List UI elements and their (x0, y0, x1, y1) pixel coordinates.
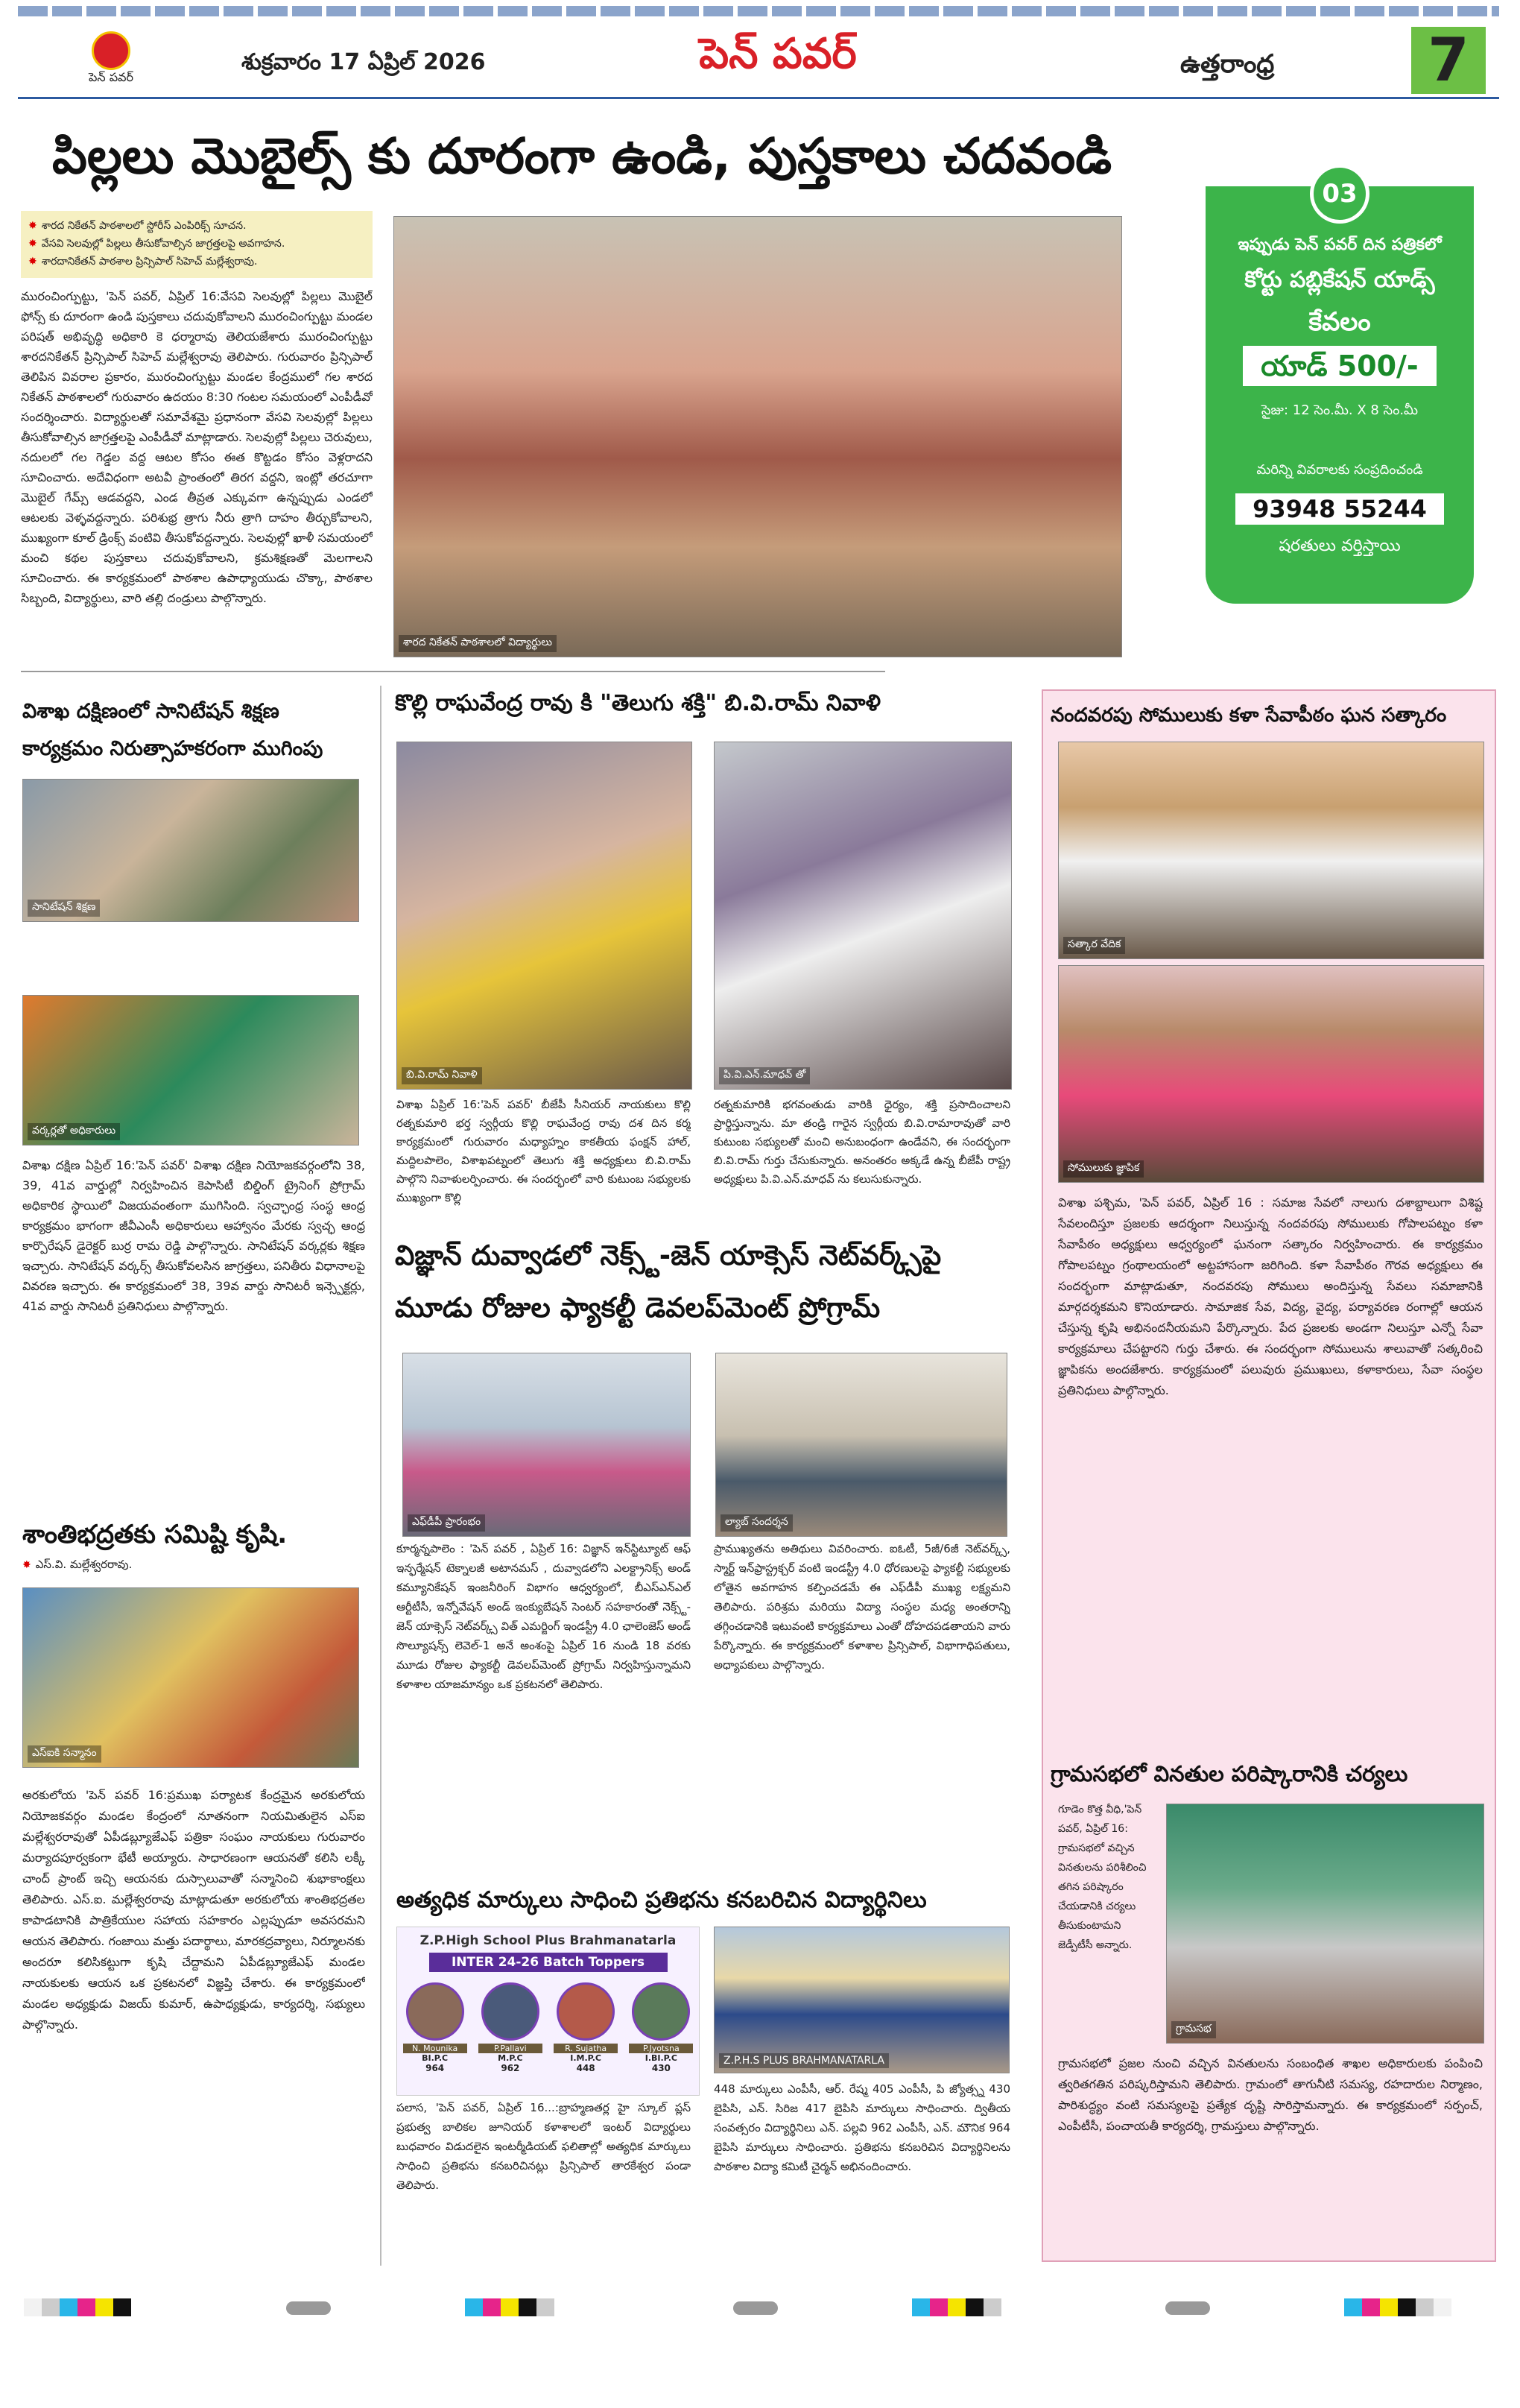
column-rule (380, 686, 381, 2266)
center-story1-body-b: రత్నకుమారికి భగవంతుడు వారికి ధైర్యం, శక్తి ప్రసాదించాలని ప్రార్థిస్తున్నాను. మా తండ్రి గారైన స్వర్గీయ బి.వి.రామారావుతో వారి కుటుంబ సభ్యులతో మంచి అనుబంధంగా ఉండేవని, ఈ సందర్భంగా బి.వి.రామ్ గుర్తు చేసుకున్నారు. అనంతరం అక్కడే ఉన్న బీజేపీ రాష్ట్ర అధ్యక్షులు పి.వి.ఎన్.మాధవ్ ను కలుసుకున్నారు. (714, 1098, 1010, 1186)
ad-number: 03 (1310, 164, 1369, 224)
right-story2-body-a: గూడెం కొత్త వీధి,'పెన్ పవర్, ఏప్రిల్ 16: గ్రామసభలో వచ్చిన వినతులను పరిశీలించి తగిన పరిష్కారం చేయడానికి చర్యలు తీసుకుంటామని జెడ్పీటీసీ అన్నారు. (1058, 1804, 1147, 1951)
topper-card: P.Jyotsna I.BI.P.C 430 (629, 1982, 693, 2073)
paper-title: పెన్ పవర్ (699, 30, 857, 78)
lead-body: మురంచింగ్పుట్టు, 'పెన్ పవర్, ఏప్రిల్ 16:వేసవి సెలవుల్లో పిల్లలు మొబైల్ ఫోన్స్ కు దూరంగా ఉండి పుస్తకాలు చదువుకోవాలని మురంచింగ్పుట్టు మండల పరిషత్ అభివృద్ధి అధికారి కె ధర్మారావు తెలియజేశారు మురంచింగ్పుట్టు శారదనికేతన్ ప్రిన్సిపాల్ సిహెచ్ మల్లేశ్వరావు తెలిపారు. గురువారం ప్రిన్సిపాల్ తెలిపిన వివరాల ప్రకారం, మురంచింగ్పుట్టు మండల కేంద్రములో గల శారద నికేతన్ పాఠశాలలో గురువారం ఉదయం 8:30 గంటల సమయంలో ఎంపీడీవో సందర్శించారు. విద్యార్థులతో సమావేశమై ప్రధానంగా వేసవి సెలవుల్లో పిల్లలు తీసుకోవాల్సిన జాగ్రత్తలపై ఎంపీడీవో మాట్లాడారు. సెలవుల్లో పిల్లలు చెరువులు, నదులలో గల గెడ్డల వద్ద ఆటల కోసం ఈత కొట్టడం కోసం వెళ్లరాదని సూచించారు. అదేవిధంగా అటవీ ప్రాంతంలో తిరగ వద్దని, ఇంట్లో తరచూగా మొబైల్ గేమ్స్ ఆడవద్దని, ఎండ తీవ్రత ఎక్కువగా ఉన్నప్పుడు ఎండలో ఆటలకు వెళ్ళవద్దన్నారు. పరిశుభ్ర త్రాగు నీరు త్రాగి దాహం తీర్చుకోవాలని, ముఖ్యంగా కూల్ డ్రింక్స్ వంటివి తీసుకోవద్దన్నారు. సెలవుల్లో ఖాళీ సమయంలో మంచి కథల పుస్తకాలు చదువుకోవాలని, క్రమశిక్షణతో మెలగాలని సూచించారు. ఈ కార్యక్రమంలో పాఠశాల ఉపాధ్యాయుడు చొక్కా, పాఠశాల సిబ్బంది, విద్యార్థులు, వారి తల్లి దండ్రులు పాల్గొన్నారు. (21, 289, 373, 605)
logo-text: పెన్ పవర్ (89, 70, 133, 84)
lead-bullet-box (21, 211, 373, 278)
left-story2-headline: శాంతిభద్రతకు సమిష్టి కృషి. (22, 1520, 288, 1549)
bullet-item: ✸ శారదానికేతన్ పాఠశాల ప్రిన్సిపాల్ సిహెచ్ మల్లేశ్వరావు. (28, 256, 258, 268)
center-story1-headline: కొల్లి రాఘవేంద్ర రావు కి "తెలుగు శక్తి" బి.వి.రామ్ నివాళి (395, 690, 881, 716)
page-number: 7 (1411, 27, 1486, 94)
masthead (18, 22, 1499, 99)
bottom-registration-marks (18, 2295, 1499, 2318)
toppers-card (396, 1927, 700, 2096)
left-story2-body: అరకులోయ 'పెన్ పవర్ 16:ప్రముఖ పర్యాటక కేంద్రమైన అరకులోయ నియోజకవర్గం మండల కేంద్రంలో నూతనంగా నియమితులైన ఎస్ఐ మల్లేశ్వరరావుతో ఏపీడబ్ల్యూజేఎఫ్ పత్రికా సంఘం నాయకులు గురువారం మర్యాదపూర్వకంగా భేటీ అయ్యారు. సాధారణంగా ఆయనతో కలిసి లక్కీ చాంద్ ప్రాంట్ ఇచ్చి ఆయనకు దుస్సాలువాతో సన్మానించి శుభాకాంక్షలు తెలిపారు. ఎస్.ఐ. మల్లేశ్వరరావు మాట్లాడుతూ అరకులోయ శాంతిభద్రతల కాపాడటానికి పాత్రికేయుల సహాయ సహకారం ఎల్లప్పుడూ అవసరమని ఆయన తెలిపారు. గంజాయి మత్తు పదార్థాలు, మారకద్రవ్యాలు, నిర్మూలనకు అందరూ కలిసికట్టుగా కృషి చేద్దామని ఏపీడబ్ల్యూజేఎఫ్ మండల నాయకులకు ఆయన ఒక ప్రకటనలో విజ్ఞప్తి చేశారు. ఈ కార్యక్రమంలో మండల అధ్యక్షుడు విజయ్ కుమార్, ఉపాధ్యక్షుడు, కార్యదర్శి, సభ్యులు పాల్గొన్నారు. (22, 1788, 365, 2032)
topper-card: R. Sujatha I.M.P.C 448 (554, 1982, 618, 2073)
right-story1-body: విశాఖ పశ్చిమ, 'పెన్ పవర్, ఏప్రిల్ 16 : సమాజ సేవలో నాలుగు దశాబ్దాలుగా విశిష్ట సేవలందిస్తూ ప్రజలకు ఆదర్శంగా నిలుస్తున్న నందవరపు సోములుకు గోపాలపట్నం కళా సేవాపీఠం అధ్యక్షులు ఆధ్వర్యంలో ఘనంగా సత్కారం నిర్వహించారు. ఈ కార్యక్రమం గోపాలపట్నం గ్రంథాలయంలో అట్టహాసంగా జరిగింది. కళా సేవాపీఠం గౌరవ అధ్యక్షులు ఈ సందర్భంగా మాట్లాడుతూ, నందవరపు సోములు అందిస్తున్న సేవలు సమాజానికి మార్గదర్శకమని కొనియాడారు. సామాజిక సేవ, విద్య, వైద్య, పర్యావరణ రంగాల్లో ఆయన చేస్తున్న కృషి అభినందనీయమని పేర్కొన్నారు. పేద ప్రజలకు అండగా నిలుస్తూ ఎన్నో సేవా కార్యక్రమాలు చేపట్టారని గుర్తు చేశారు. ఈ సందర్భంగా సోములును శాలువాతో సత్కరించి జ్ఞాపికను అందజేశారు. కార్యక్రమంలో పలువురు ప్రముఖులు, కళాకారులు, సేవా సంస్థల ప్రతినిధులు పాల్గొన్నారు. (1058, 1195, 1483, 1397)
left-story1-headline: విశాఖ దక్షిణంలో సానిటేషన్ శిక్షణ కార్యక్రమం నిరుత్సాహకరంగా ముగింపు (22, 700, 323, 760)
lead-headline: పిల్లలు మొబైల్స్ కు దూరంగా ఉండి, పుస్తకాలు చదవండి (52, 127, 1112, 185)
left-story1-body: విశాఖ దక్షిణ ఏప్రిల్ 16:'పెన్ పవర్' విశాఖ దక్షిణ నియోజకవర్గంలోని 38, 39, 41వ వార్డుల్లో నిర్వహించిన కెపాసిటీ బిల్డింగ్ ట్రైనింగ్ ప్రోగ్రామ్ అధికారిక స్థాయిలో విజయవంతంగా ముగిసింది. స్వచ్ఛాంధ్ర సంస్థ ఆంధ్ర కార్యక్రమం భాగంగా జీవీఎంసీ అధికారులు ఆహ్వానం మేరకు స్వచ్ఛ ఆంధ్ర కార్పొరేషన్ డైరెక్టర్ బుర్ర రామ రెడ్డి పాల్గొన్నారు. సానిటేషన్ వర్కర్లకు శిక్షణ ఇచ్చారు. సానిటేషన్ వర్కర్స్ తీసుకోవలసిన జాగ్రత్తలు, పనితీరు విధానాలపై వివరణ ఇచ్చారు. ఈ కార్యక్రమంలో 38, 39వ వార్డు సానిటరీ ఇన్స్పెక్టర్లు, 41వ వార్డు సానిటరీ ప్రతినిధులు పాల్గొన్నారు. (22, 1158, 365, 1313)
bullet-item: ✸ వేసవి సెలవుల్లో పిల్లలు తీసుకోవాల్సిన జాగ్రత్తలపై అవగాహన. (28, 238, 285, 250)
ad-size: సైజు: 12 సెం.మీ. X 8 సెం.మీ (1261, 402, 1419, 418)
ad-contact-label: మరిన్ని వివరాలకు సంప్రదించండి (1256, 462, 1423, 478)
center-photo-3: ఎఫ్‌డీపీ ప్రారంభం (402, 1353, 691, 1537)
center-photo-4: ల్యాబ్ సందర్శన (715, 1353, 1007, 1537)
left-photo-3: ఎస్ఐకి సన్మానం (22, 1587, 359, 1768)
right-story2-headline: గ్రామసభలో వినతుల పరిష్కారానికి చర్యలు (1051, 1761, 1408, 1786)
court-ad[interactable] (1206, 179, 1474, 604)
toppers-card-title: Z.P.High School Plus Brahmanatarla (419, 1933, 677, 1948)
ad-price: యాడ్ 500/- (1243, 346, 1437, 386)
avatar (406, 1982, 464, 2041)
avatar (481, 1982, 539, 2041)
logo (70, 31, 152, 89)
center-photo-1: బి.వి.రామ్ నివాళి (396, 742, 692, 1090)
ad-line2: కోర్టు పబ్లికేషన్ యాడ్స్ (1244, 267, 1435, 293)
center-photo-6: Z.P.H.S PLUS BRAHMANATARLA (714, 1927, 1010, 2073)
avatar (557, 1982, 615, 2041)
bullet-item: ✸ శారద నికేతన్ పాఠశాలలో స్టోరీస్ ఎంపిరిక్స్ సూచన. (28, 220, 247, 232)
left-story2-byline: ✸ ఎస్.వి. మల్లేశ్వరరావు. (22, 1558, 133, 1571)
center-story2-body-a: కూర్మన్నపాలెం : 'పెన్ పవర్ , ఏప్రిల్ 16: విజ్ఞాన్ ఇన్‌స్టిట్యూట్ ఆఫ్ ఇన్ఫర్మేషన్ టెక్నాలజీ అటానమస్ , దువ్వాడలోని ఎలక్ట్రానిక్స్ అండ్ కమ్యూనికేషన్ ఇంజనీరింగ్ విభాగం ఆధ్వర్యంలో, బీఎస్ఎన్ఎల్ ఆర్టీటీసీ, ఇన్నోవేషన్ అండ్ ఇంక్యుబేషన్ సెంటర్ సహకారంతో నెక్స్ట్-జెన్ యాక్సెస్ నెట్‌వర్క్స్ విత్ ఎమర్జింగ్ ఇండస్ట్రీ 4.0 ఛాలెంజెస్ అండ్ సొల్యూషన్స్ లెవెల్-1 అనే అంశంపై ఏప్రిల్ 16 నుండి 18 వరకు మూడు రోజుల ఫ్యాకల్టీ డెవలప్‌మెంట్ ప్రోగ్రామ్ నిర్వహిస్తున్నామని కళాశాల యాజమాన్యం ఒక ప్రకటనలో తెలిపారు. (396, 1542, 691, 1691)
right-photo-3: గ్రామసభ (1166, 1804, 1484, 2044)
ad-line3: కేవలం (1308, 307, 1371, 337)
center-story3-body-a: పలాస, 'పెన్ పవర్, ఏప్రిల్ 16...:బ్రాహ్మణతర్ల హై స్కూల్ ప్లస్ ప్రభుత్వ బాలికల జూనియర్ కళాశాలలో ఇంటర్ విద్యార్థులు బుధవారం విడుదలైన ఇంటర్మీడియట్ ఫలితాల్లో అత్యధిక మార్కులు సాధించి ప్రతిభను కనబరిచినట్లు ప్రిన్సిపాల్ తారకేశ్వర పండా తెలిపారు. (396, 2101, 691, 2192)
right-story1-headline: నందవరపు సోములుకు కళా సేవాపీఠం ఘన సత్కారం (1051, 704, 1447, 727)
center-photo-2: పి.వి.ఎన్.మాధవ్ తో (714, 742, 1012, 1090)
topper-card: P.Pallavi M.P.C 962 (478, 1982, 542, 2073)
toppers-card-subtitle: INTER 24-26 Batch Toppers (429, 1953, 668, 1972)
issue-date: శుక్రవారం 17 ఏప్రిల్ 2026 (241, 49, 486, 75)
divider (21, 671, 885, 672)
left-photo-2: వర్కర్లతో అధికారులు (22, 995, 359, 1145)
region-label: ఉత్తరాంధ్ర (1180, 49, 1275, 79)
lead-photo: శారద నికేతన్ పాఠశాలలో విద్యార్థులు (393, 216, 1122, 657)
right-photo-1: సత్కార వేదిక (1058, 742, 1484, 959)
top-registration-strip (18, 6, 1499, 16)
center-story2-body-b: ప్రాముఖ్యతను అతిథులు వివరించారు. ఐఓటీ, 5జీ/6జీ నెట్‌వర్క్స్, స్మార్ట్ ఇన్‌ఫ్రాస్ట్రక్చర్ వంటి ఇండస్ట్రీ 4.0 ధోరణులపై ఫ్యాకల్టీ సభ్యులకు లోతైన అవగాహన కల్పించడమే ఈ ఎఫ్‌డీపీ ముఖ్య లక్ష్యమని తెలిపారు. పరిశ్రమ మరియు విద్యా సంస్థల మధ్య అంతరాన్ని తగ్గించడానికి ఇటువంటి కార్యక్రమాలు ఎంతో దోహదపడతాయని వారు పేర్కొన్నారు. ఈ కార్యక్రమంలో కళాశాల ప్రిన్సిపాల్, విభాగాధిపతులు, అధ్యాపకులు పాల్గొన్నారు. (714, 1542, 1010, 1672)
center-story1-body-a: విశాఖ ఏప్రిల్ 16:'పెన్ పవర్' బీజేపీ సీనియర్ నాయకులు కొల్లి రత్నకుమారి భర్త స్వర్గీయ కొల్లి రాఘవేంద్ర రావు దశ దిన కర్మ కార్యక్రమంలో గురువారం మధ్యాహ్నం కాకతీయ ఫంక్షన్ హాల్, మద్దిలపాలెం, విశాఖపట్నంలో తెలుగు శక్తి అధ్యక్షులు బి.వి.రామ్ పాల్గొని నివాళులర్పించారు. ఈ సందర్భంలో వారి కుటుంబ సభ్యులకు ముఖ్యంగా కొల్లి (396, 1098, 691, 1204)
right-photo-2: సోములుకు జ్ఞాపిక (1058, 965, 1484, 1183)
center-story3-headline: అత్యధిక మార్కులు సాధించి ప్రతిభను కనబరిచిన విద్యార్థినిలు (396, 1887, 927, 1913)
topper-card: N. Mounika BI.P.C 964 (403, 1982, 467, 2073)
center-story3-body-b: 448 మార్కులు ఎంపీసీ, ఆర్. రేష్మ 405 ఎంపీసీ, పి జ్యోత్స్న 430 బైపిసి, ఎన్. సిరిజ 417 బైపిసి మార్కులు సాధించారు. ద్వితీయ సంవత్సరం విద్యార్థినిలు ఎన్. పల్లవి 962 ఎంపీసీ, ఎన్. మౌనిక 964 బైపిసి మార్కులు సాధించారు. ప్రతిభను కనబరిచిన విద్యార్థినిలను పాఠశాల విద్యా కమిటీ చైర్మన్ అభినందించారు. (714, 2082, 1010, 2173)
center-story2-headline: విజ్ఞాన్ దువ్వాడలో నెక్స్ట్-జెన్ యాక్సెస్ నెట్‌వర్క్స్‌పై మూడు రోజుల ఫ్యాకల్టీ డెవలప్‌మెంట్ ప్రోగ్రామ్ (395, 1239, 942, 1324)
right-story2-body-b: గ్రామసభలో ప్రజల నుంచి వచ్చిన వినతులను సంబంధిత శాఖల అధికారులకు పంపించి త్వరితగతిన పరిష్కరిస్తామని తెలిపారు. గ్రామంలో తాగునీటి సమస్య, రహదారుల నిర్మాణం, పారిశుద్ధ్యం వంటి సమస్యలపై ప్రత్యేక దృష్టి సారిస్తామన్నారు. ఈ కార్యక్రమంలో సర్పంచ్, ఎంపీటీసీ, పంచాయతీ కార్యదర్శి, గ్రామస్తులు పాల్గొన్నారు. (1058, 2056, 1483, 2133)
avatar (632, 1982, 690, 2041)
ad-terms: షరతులు వర్తిస్తాయి (1279, 537, 1401, 555)
ad-line1: ఇప్పుడు పెన్ పవర్ దిన పత్రికలో (1238, 236, 1442, 254)
ad-phone[interactable]: 93948 55244 (1235, 493, 1444, 525)
left-photo-1: సానిటేషన్ శిక్షణ (22, 779, 359, 922)
